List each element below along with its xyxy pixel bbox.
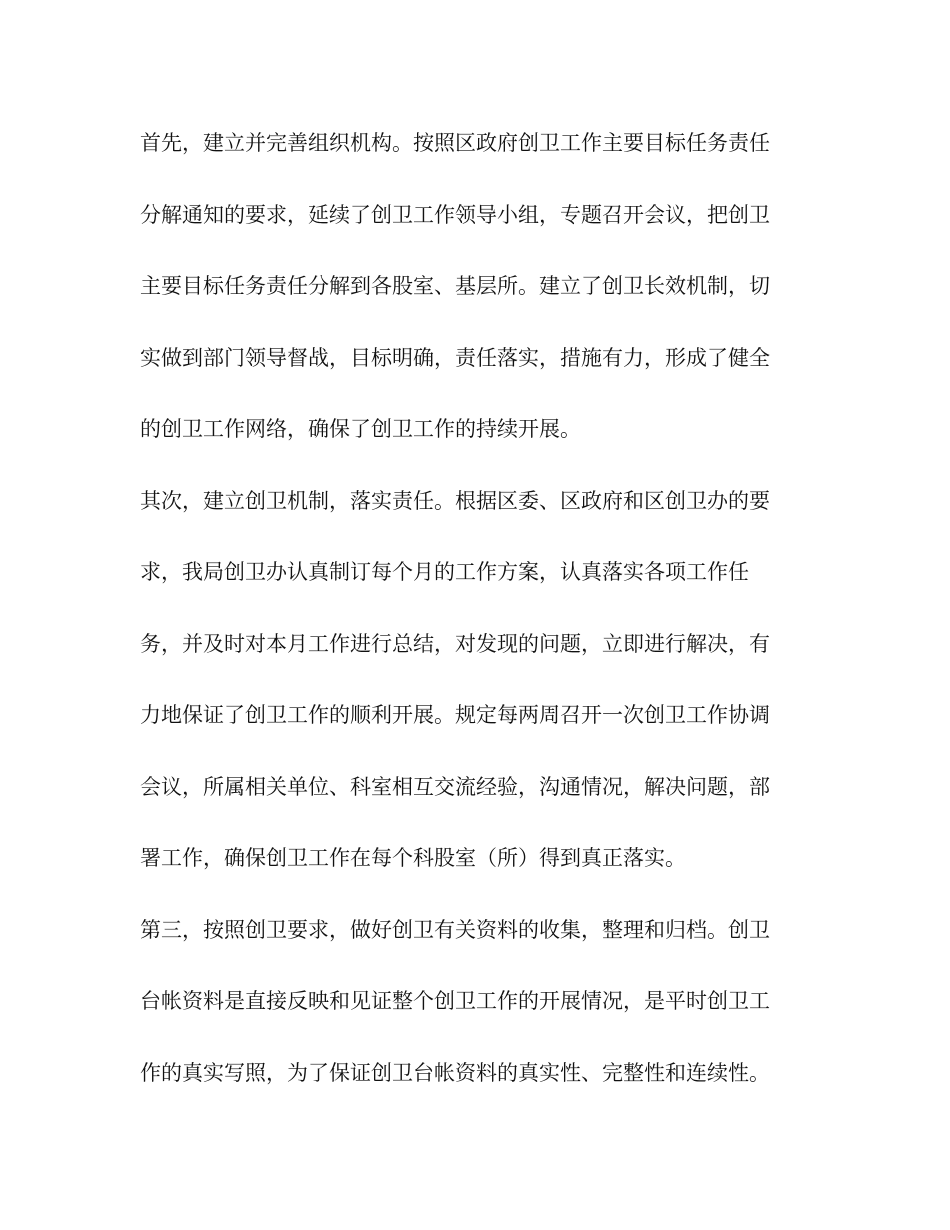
text-line: 作的真实写照，为了保证创卫台帐资料的真实性、完整性和连续性。 xyxy=(140,1061,770,1085)
text-line: 主要目标任务责任分解到各股室、基层所。建立了创卫长效机制，切 xyxy=(140,274,770,298)
text-line: 务，并及时对本月工作进行总结，对发现的问题，立即进行解决，有 xyxy=(140,632,770,656)
text-line: 台帐资料是直接反映和见证整个创卫工作的开展情况，是平时创卫工 xyxy=(140,989,770,1013)
text-line: 会议，所属相关单位、科室相互交流经验，沟通情况，解决问题，部 xyxy=(140,775,770,799)
text-line: 其次，建立创卫机制，落实责任。根据区委、区政府和区创卫办的要 xyxy=(140,489,770,513)
text-line: 首先，建立并完善组织机构。按照区政府创卫工作主要目标任务责任 xyxy=(140,131,770,155)
text-line: 实做到部门领导督战，目标明确，责任落实，措施有力，形成了健全 xyxy=(140,346,770,370)
text-line: 的创卫工作网络，确保了创卫工作的持续开展。 xyxy=(140,417,581,441)
text-line: 分解通知的要求，延续了创卫工作领导小组，专题召开会议，把创卫 xyxy=(140,203,770,227)
text-line: 求，我局创卫办认真制订每个月的工作方案，认真落实各项工作任 xyxy=(140,560,749,584)
text-line: 力地保证了创卫工作的顺利开展。规定每两周召开一次创卫工作协调 xyxy=(140,703,770,727)
text-line: 第三，按照创卫要求，做好创卫有关资料的收集，整理和归档。创卫 xyxy=(140,918,770,942)
text-line: 署工作，确保创卫工作在每个科股室（所）得到真正落实。 xyxy=(140,846,686,870)
